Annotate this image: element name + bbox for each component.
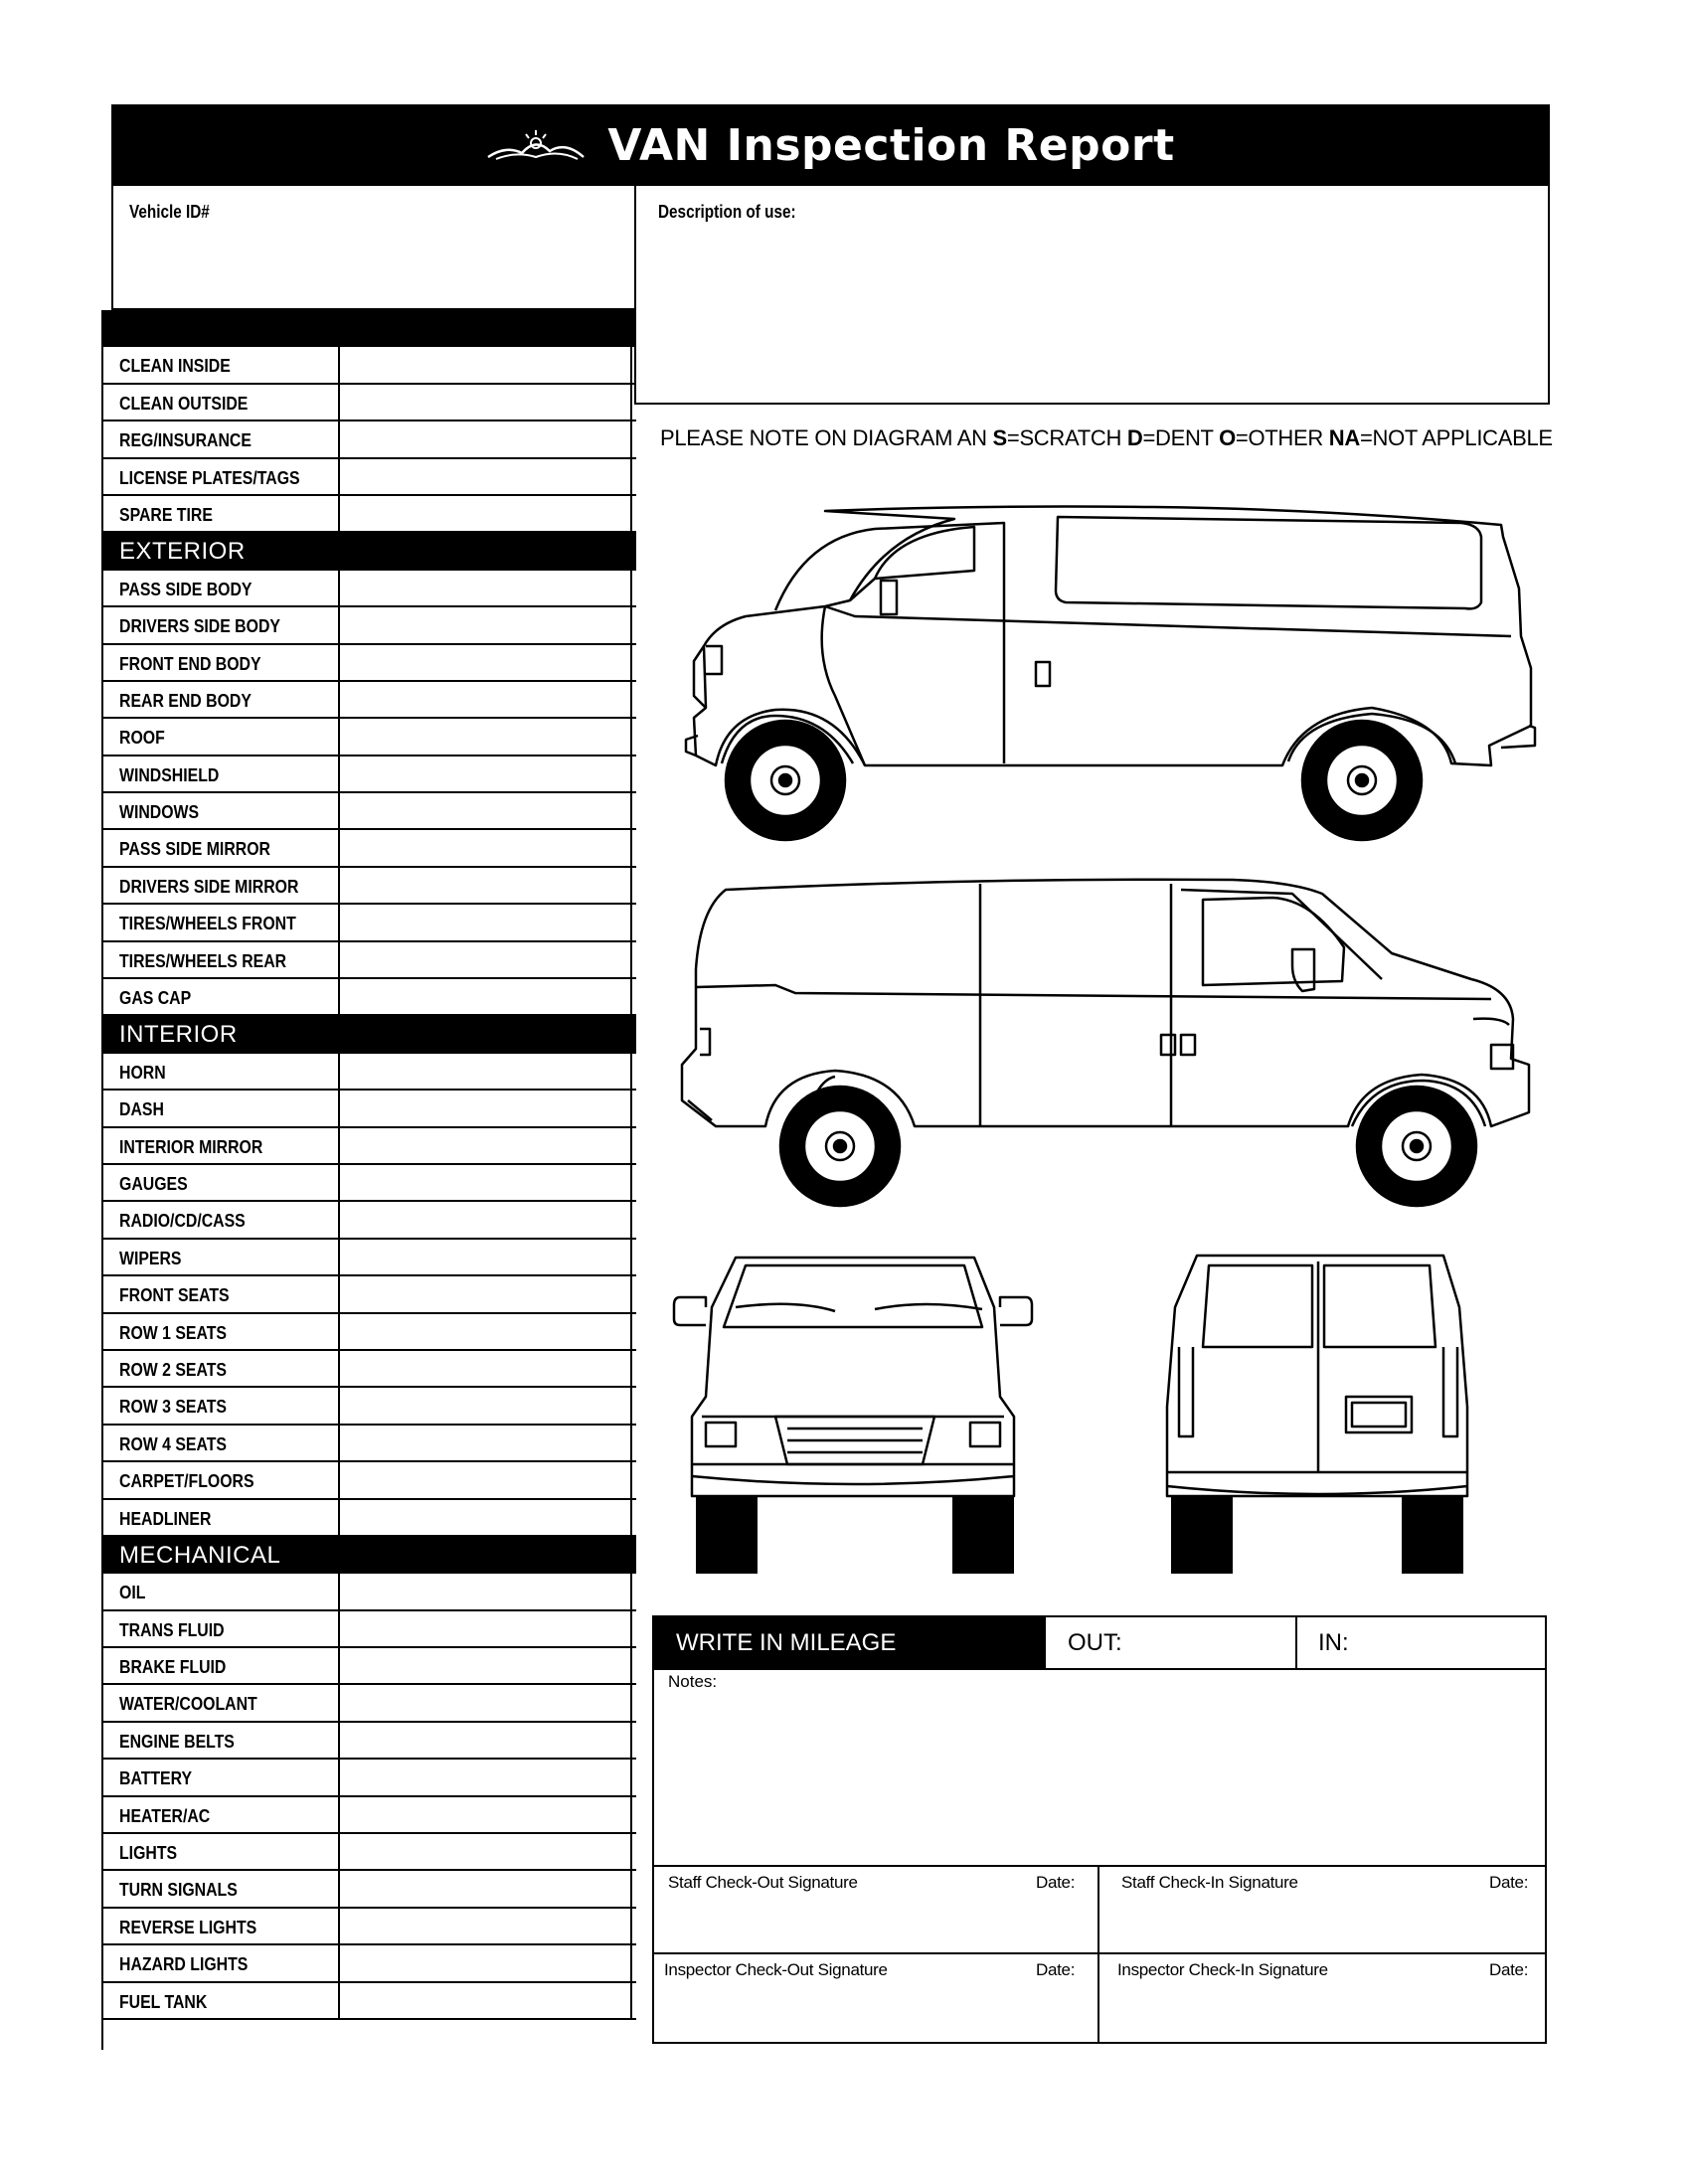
checklist-left-border	[101, 310, 103, 2050]
checklist-row-windows	[101, 793, 636, 830]
item-label: HORN	[119, 1062, 166, 1083]
item-status-cell[interactable]	[338, 459, 632, 494]
item-status-cell[interactable]	[338, 607, 632, 642]
checklist-row-interior-mirror	[101, 1128, 636, 1165]
van-rear-diagram[interactable]	[1153, 1248, 1501, 1605]
checklist-row-water-coolant	[101, 1685, 636, 1722]
staff-checkin-date-label[interactable]: Date:	[1489, 1873, 1529, 1892]
item-label: FRONT END BODY	[119, 653, 261, 674]
checklist-row-clean-outside	[101, 385, 636, 421]
checklist-row-drivers-side-mirror	[101, 868, 636, 905]
diagram-legend: PLEASE NOTE ON DIAGRAM AN S=SCRATCH D=DENT O=OTHER NA=NOT APPLICABLE	[660, 425, 1553, 450]
item-status-cell[interactable]	[338, 496, 632, 531]
checklist-row-fuel-tank	[101, 1983, 636, 2020]
inspector-checkout-date-label[interactable]: Date:	[1036, 1960, 1076, 1979]
item-label: ROW 2 SEATS	[119, 1359, 227, 1380]
item-status-cell[interactable]	[338, 1797, 632, 1832]
signature-divider-vertical	[1097, 1867, 1099, 2042]
checklist-row-lights	[101, 1834, 636, 1871]
item-label: HEATER/AC	[119, 1805, 211, 1826]
item-label: WIPERS	[119, 1248, 182, 1268]
item-status-cell[interactable]	[338, 385, 632, 420]
checklist-row-spare-tire	[101, 496, 636, 533]
item-label: WINDSHIELD	[119, 764, 220, 785]
checklist-row-radio-cd-cass	[101, 1202, 636, 1239]
item-status-cell[interactable]	[338, 1723, 632, 1758]
checklist-row-oil	[101, 1574, 636, 1610]
item-status-cell[interactable]	[338, 1091, 632, 1125]
signature-divider-horizontal	[654, 1952, 1545, 1954]
checklist-row-carpet-floors	[101, 1462, 636, 1499]
checklist-row-horn	[101, 1054, 636, 1091]
checklist-row-reverse-lights	[101, 1909, 636, 1945]
item-status-cell[interactable]	[338, 1760, 632, 1794]
item-label: OIL	[119, 1583, 146, 1603]
sunrise-logo-icon	[486, 127, 586, 163]
checklist-row-row-1-seats	[101, 1314, 636, 1351]
checklist-row-front-end-body	[101, 645, 636, 682]
item-status-cell[interactable]	[338, 942, 632, 977]
item-label: REG/INSURANCE	[119, 430, 252, 451]
item-status-cell[interactable]	[338, 1240, 632, 1274]
item-label: TURN SIGNALS	[119, 1880, 238, 1901]
item-label: GAS CAP	[119, 988, 192, 1009]
item-label: HAZARD LIGHTS	[119, 1954, 249, 1975]
item-status-cell[interactable]	[338, 1983, 632, 2018]
item-label: DASH	[119, 1099, 164, 1120]
section-header-exterior	[101, 533, 636, 570]
item-label: ROW 1 SEATS	[119, 1322, 227, 1343]
checklist-row-roof	[101, 719, 636, 756]
checklist-row-hazard-lights	[101, 1945, 636, 1982]
item-status-cell[interactable]	[338, 571, 632, 605]
item-label: PASS SIDE BODY	[119, 579, 253, 599]
item-label: REVERSE LIGHTS	[119, 1917, 257, 1937]
item-status-cell[interactable]	[338, 1165, 632, 1200]
item-status-cell[interactable]	[338, 682, 632, 717]
checklist-row-front-seats	[101, 1276, 636, 1313]
mileage-label: WRITE IN MILEAGE	[654, 1617, 1046, 1668]
item-label: CLEAN INSIDE	[119, 356, 231, 377]
item-status-cell[interactable]	[338, 1314, 632, 1349]
item-label: LIGHTS	[119, 1843, 178, 1864]
item-status-cell[interactable]	[338, 1871, 632, 1906]
checklist-row-heater-ac	[101, 1797, 636, 1834]
item-label: TIRES/WHEELS FRONT	[119, 914, 296, 934]
item-status-cell[interactable]	[338, 1426, 632, 1460]
checklist-row-reg-insurance	[101, 421, 636, 458]
item-status-cell[interactable]	[338, 1388, 632, 1423]
item-status-cell[interactable]	[338, 719, 632, 754]
item-status-cell[interactable]	[338, 979, 632, 1014]
mileage-in-label: IN:	[1318, 1629, 1349, 1656]
item-status-cell[interactable]	[338, 1276, 632, 1311]
checklist-row-wipers	[101, 1240, 636, 1276]
staff-checkout-date-label[interactable]: Date:	[1036, 1873, 1076, 1892]
item-status-cell[interactable]	[338, 1611, 632, 1646]
item-label: ROW 3 SEATS	[119, 1397, 227, 1418]
checklist-row-rear-end-body	[101, 682, 636, 719]
item-status-cell[interactable]	[338, 1909, 632, 1943]
signature-grid	[652, 1865, 1547, 2044]
item-label: INTERIOR MIRROR	[119, 1136, 263, 1157]
checklist-row-gas-cap	[101, 979, 636, 1016]
checklist-row-row-2-seats	[101, 1351, 636, 1388]
item-label: CLEAN OUTSIDE	[119, 393, 249, 414]
item-status-cell[interactable]	[338, 1054, 632, 1089]
checklist-row-pass-side-mirror	[101, 830, 636, 867]
item-label: CARPET/FLOORS	[119, 1471, 254, 1492]
item-label: ROW 4 SEATS	[119, 1433, 227, 1454]
item-status-cell[interactable]	[338, 1945, 632, 1980]
item-status-cell[interactable]	[338, 1500, 632, 1535]
checklist-row-row-4-seats	[101, 1426, 636, 1462]
item-status-cell[interactable]	[338, 793, 632, 828]
checklist-row-brake-fluid	[101, 1648, 636, 1685]
checklist-row-tires-wheels-front	[101, 905, 636, 941]
item-label: HEADLINER	[119, 1508, 212, 1529]
inspector-checkout-signature-label[interactable]: Inspector Check-Out Signature	[664, 1960, 888, 1979]
item-status-cell[interactable]	[338, 1462, 632, 1497]
item-status-cell[interactable]	[338, 868, 632, 903]
item-label: REAR END BODY	[119, 690, 252, 711]
item-status-cell[interactable]	[338, 830, 632, 865]
inspection-checklist	[101, 310, 636, 2020]
van-front-diagram[interactable]	[666, 1248, 1044, 1605]
section-header-interior	[101, 1016, 636, 1053]
checklist-row-drivers-side-body	[101, 607, 636, 644]
item-status-cell[interactable]	[338, 756, 632, 791]
item-label: WATER/COOLANT	[119, 1694, 257, 1715]
item-status-cell[interactable]	[338, 1202, 632, 1237]
checklist-row-license-plates-tags	[101, 459, 636, 496]
item-label: BRAKE FLUID	[119, 1657, 227, 1678]
item-status-cell[interactable]	[338, 1351, 632, 1386]
item-label: BATTERY	[119, 1768, 193, 1789]
mileage-divider	[1295, 1617, 1297, 1668]
item-label: LICENSE PLATES/TAGS	[119, 467, 300, 488]
checklist-row-gauges	[101, 1165, 636, 1202]
item-label: ROOF	[119, 728, 165, 749]
item-status-cell[interactable]	[338, 645, 632, 680]
checklist-row-battery	[101, 1760, 636, 1796]
checklist-row-dash	[101, 1091, 636, 1127]
checklist-row-clean-inside	[101, 347, 636, 384]
mileage-out-label: OUT:	[1068, 1629, 1122, 1656]
item-status-cell[interactable]	[338, 1574, 632, 1608]
item-status-cell[interactable]	[338, 1128, 632, 1163]
item-label: SPARE TIRE	[119, 504, 213, 525]
item-label: ENGINE BELTS	[119, 1731, 235, 1752]
item-status-cell[interactable]	[338, 1685, 632, 1720]
section-label: EXTERIOR	[119, 538, 246, 566]
item-label: FRONT SEATS	[119, 1285, 230, 1306]
checklist-row-engine-belts	[101, 1723, 636, 1760]
item-label: PASS SIDE MIRROR	[119, 839, 270, 860]
item-label: GAUGES	[119, 1173, 188, 1194]
staff-checkin-signature-label[interactable]: Staff Check-In Signature	[1121, 1873, 1298, 1892]
item-status-cell[interactable]	[338, 421, 632, 456]
item-label: DRIVERS SIDE BODY	[119, 616, 280, 637]
section-header-mechanical	[101, 1537, 636, 1574]
item-status-cell[interactable]	[338, 1648, 632, 1683]
title-bar	[111, 104, 1550, 186]
page-title: VAN Inspection Report	[607, 119, 1175, 171]
item-label: WINDOWS	[119, 802, 200, 823]
checklist-row-tires-wheels-rear	[101, 942, 636, 979]
section-label: INTERIOR	[119, 1021, 238, 1049]
checklist-row-headliner	[101, 1500, 636, 1537]
description-field[interactable]	[634, 184, 1550, 405]
mileage-row	[652, 1615, 1547, 1670]
checklist-row-trans-fluid	[101, 1611, 636, 1648]
notes-field[interactable]	[652, 1668, 1547, 1867]
checklist-row-turn-signals	[101, 1871, 636, 1908]
item-label: FUEL TANK	[119, 1991, 208, 2012]
checklist-row-row-3-seats	[101, 1388, 636, 1425]
van-side-passenger-diagram[interactable]	[676, 497, 1551, 855]
checklist-row-pass-side-body	[101, 571, 636, 607]
van-side-driver-diagram[interactable]	[676, 870, 1551, 1228]
vehicle-id-field[interactable]	[111, 184, 636, 310]
item-label: TRANS FLUID	[119, 1619, 225, 1640]
inspector-checkin-signature-label[interactable]: Inspector Check-In Signature	[1117, 1960, 1328, 1979]
checklist-row-windshield	[101, 756, 636, 793]
staff-checkout-signature-label[interactable]: Staff Check-Out Signature	[668, 1873, 858, 1892]
item-status-cell[interactable]	[338, 905, 632, 939]
notes-label: Notes:	[668, 1672, 718, 1691]
inspector-checkin-date-label[interactable]: Date:	[1489, 1960, 1529, 1979]
section-label: MECHANICAL	[119, 1541, 281, 1569]
vehicle-id-label: Vehicle ID#	[129, 202, 210, 222]
description-label: Description of use:	[658, 202, 796, 222]
item-label: RADIO/CD/CASS	[119, 1211, 246, 1232]
item-label: DRIVERS SIDE MIRROR	[119, 876, 299, 897]
item-status-cell[interactable]	[338, 1834, 632, 1869]
item-label: TIRES/WHEELS REAR	[119, 950, 287, 971]
item-status-cell[interactable]	[338, 347, 632, 382]
checklist-header-bar	[101, 310, 636, 347]
